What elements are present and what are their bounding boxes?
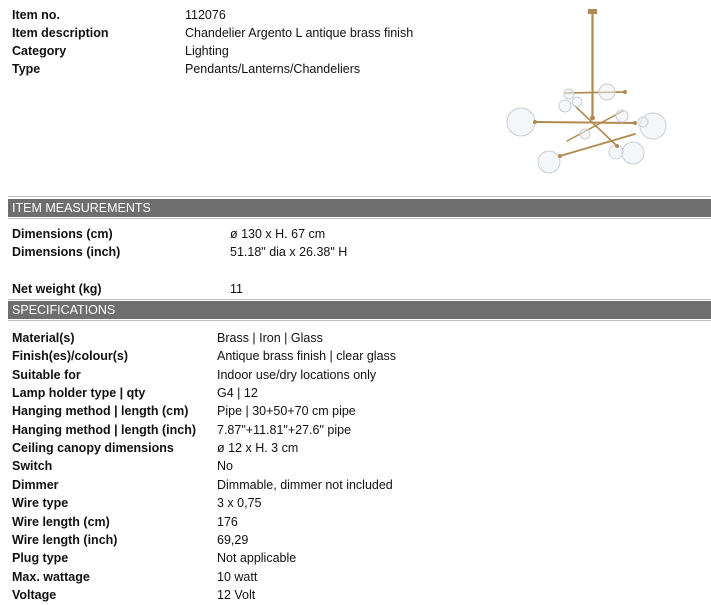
item-no-label: Item no. (12, 8, 60, 22)
spec-row (12, 549, 702, 567)
spec-label: Voltage (12, 587, 57, 602)
spec-label: Material(s) (12, 331, 75, 345)
spec-label: Wire length (cm) (12, 514, 110, 529)
spec-row (12, 476, 702, 494)
spec-label: Lamp holder type | qty (12, 386, 146, 401)
product-image (505, 6, 675, 189)
specifications-header: SPECIFICATIONS (8, 301, 711, 319)
spec-row (12, 439, 702, 457)
spec-row (12, 347, 702, 365)
spec-row (12, 366, 702, 384)
spec-label: Hanging method | length (inch) (12, 422, 197, 437)
spec-label: Dimmer (12, 477, 59, 492)
chandelier-icon (505, 6, 675, 186)
spec-value: ø 12 x H. 3 cm (217, 441, 299, 456)
spec-label: Max. wattage (12, 569, 90, 584)
spec-value: Indoor use/dry locations only (217, 367, 377, 382)
spec-label: Hanging method | length (cm) (12, 404, 189, 419)
spec-row (12, 421, 702, 439)
dimensions-inch-label: Dimensions (inch) (12, 245, 121, 259)
spec-row (12, 494, 702, 512)
spec-label: Suitable for (12, 367, 81, 382)
section-divider (8, 196, 711, 197)
spec-value: 10 watt (217, 569, 258, 584)
measurement-row (12, 243, 702, 261)
net-weight-value: 11 (230, 282, 243, 296)
spec-value: 12 Volt (217, 587, 256, 602)
section-divider (8, 299, 711, 300)
spec-value: 3 x 0,75 (217, 496, 262, 511)
dimensions-inch-value: 51.18" dia x 26.38" H (230, 245, 348, 259)
spec-value: Brass | Iron | Glass (217, 331, 323, 345)
type-label: Type (12, 62, 41, 76)
section-divider (8, 218, 711, 219)
spec-label: Wire length (inch) (12, 532, 118, 547)
spec-row (12, 329, 702, 347)
measurement-row (12, 225, 702, 243)
category-value: Lighting (185, 44, 229, 58)
dimensions-cm-label: Dimensions (cm) (12, 227, 113, 241)
spec-row (12, 384, 702, 402)
spec-value: 176 (217, 514, 238, 529)
category-label: Category (12, 44, 67, 58)
spec-label: Switch (12, 459, 53, 474)
spec-row (12, 568, 702, 586)
spec-value: G4 | 12 (217, 386, 258, 401)
section-divider (8, 320, 711, 321)
spec-value: Not applicable (217, 551, 297, 566)
spec-label: Finish(es)/colour(s) (12, 349, 128, 364)
spec-label: Wire type (12, 496, 69, 511)
dimensions-cm-value: ø 130 x H. 67 cm (230, 227, 326, 241)
item-measurements-header: ITEM MEASUREMENTS (8, 199, 711, 217)
measurement-row (12, 280, 702, 298)
net-weight-label: Net weight (kg) (12, 282, 102, 296)
spec-value: Dimmable, dimmer not included (217, 477, 393, 492)
spec-row (12, 457, 702, 475)
item-description-label: Item description (12, 26, 109, 40)
spec-row (12, 586, 702, 604)
item-description-value: Chandelier Argento L antique brass finish (185, 26, 414, 40)
item-no-value: 112076 (185, 8, 226, 22)
spec-value: Pipe | 30+50+70 cm pipe (217, 404, 356, 419)
spec-row (12, 402, 702, 420)
spec-value: Antique brass finish | clear glass (217, 349, 397, 364)
spec-value: No (217, 459, 233, 474)
spec-value: 7.87"+11.81"+27.6" pipe (217, 422, 352, 437)
type-value: Pendants/Lanterns/Chandeliers (185, 62, 361, 76)
spec-label: Plug type (12, 551, 69, 566)
spec-value: 69,29 (217, 532, 249, 547)
spec-row (12, 513, 702, 531)
spec-row (12, 531, 702, 549)
spec-label: Ceiling canopy dimensions (12, 441, 174, 456)
